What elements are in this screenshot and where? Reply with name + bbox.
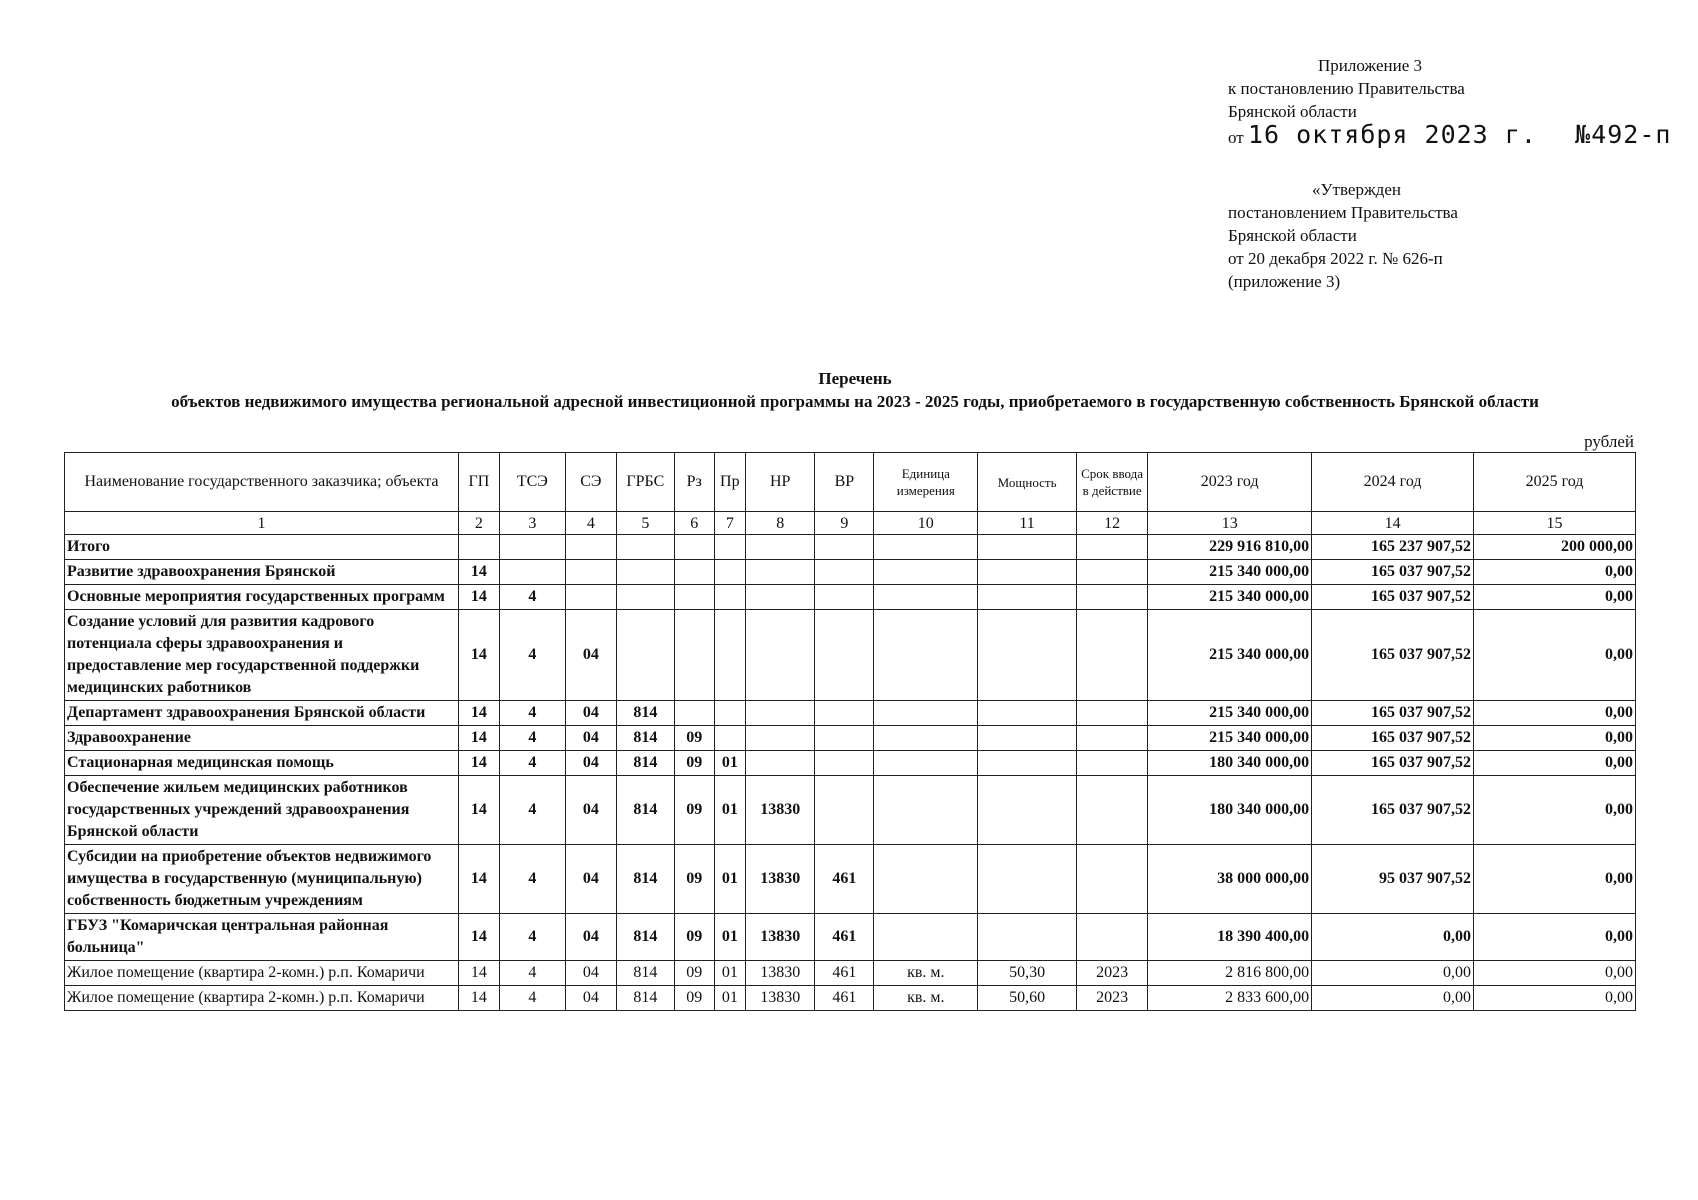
rz-cell (674, 560, 714, 585)
vr-cell (815, 610, 874, 701)
column-number-cell: 8 (746, 512, 815, 535)
gp-cell: 14 (459, 560, 500, 585)
nr-cell: 13830 (746, 776, 815, 845)
table-row (65, 986, 1636, 1011)
header-cell: 2024 год (1312, 453, 1474, 512)
capacity-cell (978, 726, 1077, 751)
name-cell: Стационарная медицинская помощь (65, 751, 459, 776)
name-cell: Субсидии на приобретение объектов недвижимого имущества в государственную (муниципальную) собственность бюджетным учреждениям (65, 845, 459, 914)
amount-2025-cell: 0,00 (1474, 585, 1636, 610)
tse-cell (499, 560, 565, 585)
name-cell: Обеспечение жильем медицинских работников государственных учреждений здравоохранения Брянской области (65, 776, 459, 845)
amount-2025-cell: 0,00 (1474, 986, 1636, 1011)
commission-year-cell (1076, 535, 1147, 560)
rz-cell: 09 (674, 961, 714, 986)
vr-cell: 461 (815, 986, 874, 1011)
pr-cell: 01 (714, 914, 746, 961)
commission-year-cell (1076, 701, 1147, 726)
amount-2024-cell: 165 037 907,52 (1312, 585, 1474, 610)
table-row (65, 585, 1636, 610)
pr-cell: 01 (714, 986, 746, 1011)
header-cell: ГРБС (616, 453, 674, 512)
name-cell: Жилое помещение (квартира 2-комн.) р.п. Комаричи (65, 986, 459, 1011)
unit-cell (874, 535, 978, 560)
se-cell (565, 535, 616, 560)
grbs-cell (616, 535, 674, 560)
commission-year-cell: 2023 (1076, 986, 1147, 1011)
se-cell (565, 585, 616, 610)
unit-cell (874, 585, 978, 610)
se-cell (565, 560, 616, 585)
amount-2025-cell: 0,00 (1474, 914, 1636, 961)
column-number-cell: 2 (459, 512, 500, 535)
grbs-cell (616, 585, 674, 610)
table-row (65, 776, 1636, 845)
capacity-cell: 50,30 (978, 961, 1077, 986)
amount-2025-cell: 0,00 (1474, 751, 1636, 776)
header-cell: ГП (459, 453, 500, 512)
amount-2024-cell: 165 037 907,52 (1312, 610, 1474, 701)
tse-cell: 4 (499, 845, 565, 914)
gp-cell: 14 (459, 585, 500, 610)
amount-2024-cell: 0,00 (1312, 961, 1474, 986)
column-number-cell: 1 (65, 512, 459, 535)
nr-cell (746, 701, 815, 726)
nr-cell (746, 726, 815, 751)
column-number-cell: 6 (674, 512, 714, 535)
commission-year-cell (1076, 726, 1147, 751)
amount-2023-cell: 2 816 800,00 (1148, 961, 1312, 986)
pr-cell (714, 585, 746, 610)
table-row (65, 726, 1636, 751)
amount-2025-cell: 0,00 (1474, 726, 1636, 751)
gp-cell: 14 (459, 751, 500, 776)
capacity-cell (978, 751, 1077, 776)
unit-cell (874, 726, 978, 751)
capacity-cell (978, 610, 1077, 701)
gp-cell: 14 (459, 776, 500, 845)
rz-cell (674, 585, 714, 610)
nr-cell: 13830 (746, 986, 815, 1011)
header-cell: Мощность (978, 453, 1077, 512)
commission-year-cell (1076, 560, 1147, 585)
name-cell: ГБУЗ "Комаричская центральная районная больница" (65, 914, 459, 961)
column-number-row (65, 512, 1636, 535)
vr-cell: 461 (815, 961, 874, 986)
pr-cell (714, 610, 746, 701)
capacity-cell (978, 776, 1077, 845)
unit-cell (874, 701, 978, 726)
capacity-cell (978, 535, 1077, 560)
vr-cell (815, 585, 874, 610)
capacity-cell (978, 845, 1077, 914)
column-number-cell: 11 (978, 512, 1077, 535)
commission-year-cell (1076, 776, 1147, 845)
table-row (65, 914, 1636, 961)
se-cell: 04 (565, 776, 616, 845)
amount-2024-cell: 165 037 907,52 (1312, 701, 1474, 726)
appendix-title: Приложение 3 (1318, 56, 1422, 75)
se-cell: 04 (565, 610, 616, 701)
amount-2025-cell: 0,00 (1474, 776, 1636, 845)
unit-cell (874, 560, 978, 585)
header-cell: Пр (714, 453, 746, 512)
amount-2025-cell: 200 000,00 (1474, 535, 1636, 560)
commission-year-cell: 2023 (1076, 961, 1147, 986)
header-cell: ТСЭ (499, 453, 565, 512)
amount-2023-cell: 180 340 000,00 (1148, 776, 1312, 845)
name-cell: Итого (65, 535, 459, 560)
amount-2023-cell: 18 390 400,00 (1148, 914, 1312, 961)
pr-cell: 01 (714, 751, 746, 776)
header-cell: 2025 год (1474, 453, 1636, 512)
capacity-cell (978, 560, 1077, 585)
approved-block (1228, 178, 1458, 293)
pr-cell: 01 (714, 776, 746, 845)
amount-2025-cell: 0,00 (1474, 961, 1636, 986)
column-number-cell: 15 (1474, 512, 1636, 535)
header-cell: НР (746, 453, 815, 512)
vr-cell: 461 (815, 914, 874, 961)
approved-title: «Утвержден (1312, 180, 1401, 199)
gp-cell: 14 (459, 726, 500, 751)
column-number-cell: 4 (565, 512, 616, 535)
gp-cell: 14 (459, 610, 500, 701)
vr-cell (815, 701, 874, 726)
vr-cell (815, 726, 874, 751)
nr-cell (746, 560, 815, 585)
amount-2024-cell: 95 037 907,52 (1312, 845, 1474, 914)
amount-2025-cell: 0,00 (1474, 701, 1636, 726)
tse-cell: 4 (499, 961, 565, 986)
name-cell: Жилое помещение (квартира 2-комн.) р.п. Комаричи (65, 961, 459, 986)
table-row (65, 701, 1636, 726)
grbs-cell (616, 610, 674, 701)
table-row (65, 610, 1636, 701)
column-number-cell: 10 (874, 512, 978, 535)
tse-cell: 4 (499, 701, 565, 726)
rz-cell: 09 (674, 776, 714, 845)
rz-cell: 09 (674, 986, 714, 1011)
name-cell: Департамент здравоохранения Брянской области (65, 701, 459, 726)
appendix-block (1228, 54, 1671, 149)
tse-cell: 4 (499, 751, 565, 776)
gp-cell: 14 (459, 845, 500, 914)
se-cell: 04 (565, 726, 616, 751)
approved-line: постановлением Правительства (1228, 203, 1458, 222)
capacity-cell (978, 701, 1077, 726)
rz-cell: 09 (674, 726, 714, 751)
table-row (65, 845, 1636, 914)
amount-2025-cell: 0,00 (1474, 560, 1636, 585)
column-number-cell: 12 (1076, 512, 1147, 535)
column-number-cell: 5 (616, 512, 674, 535)
commission-year-cell (1076, 751, 1147, 776)
se-cell: 04 (565, 914, 616, 961)
unit-cell (874, 845, 978, 914)
table-row (65, 535, 1636, 560)
nr-cell (746, 585, 815, 610)
vr-cell (815, 535, 874, 560)
column-number-cell: 14 (1312, 512, 1474, 535)
tse-cell: 4 (499, 914, 565, 961)
tse-cell: 4 (499, 986, 565, 1011)
amount-2024-cell: 165 237 907,52 (1312, 535, 1474, 560)
nr-cell: 13830 (746, 914, 815, 961)
vr-cell: 461 (815, 845, 874, 914)
rz-cell: 09 (674, 914, 714, 961)
header-cell: Наименование государственного заказчика; объекта (65, 453, 459, 512)
amount-2023-cell: 2 833 600,00 (1148, 986, 1312, 1011)
pr-cell: 01 (714, 845, 746, 914)
grbs-cell: 814 (616, 914, 674, 961)
amount-2024-cell: 0,00 (1312, 986, 1474, 1011)
column-number-cell: 7 (714, 512, 746, 535)
name-cell: Здравоохранение (65, 726, 459, 751)
document-subtitle: объектов недвижимого имущества региональной адресной инвестиционной программы на 2023 - 2025 годы, приобретаемого в государственную собственность Брянской области (171, 392, 1539, 411)
column-number-cell: 13 (1148, 512, 1312, 535)
amount-2025-cell: 0,00 (1474, 610, 1636, 701)
handwritten-number: №492-п (1575, 120, 1672, 149)
capacity-cell (978, 914, 1077, 961)
name-cell: Основные мероприятия государственных программ (65, 585, 459, 610)
rz-cell: 09 (674, 845, 714, 914)
gp-cell: 14 (459, 986, 500, 1011)
nr-cell (746, 535, 815, 560)
amount-2023-cell: 215 340 000,00 (1148, 585, 1312, 610)
vr-cell (815, 560, 874, 585)
amount-2023-cell: 215 340 000,00 (1148, 610, 1312, 701)
appendix-line: Брянской области (1228, 102, 1357, 121)
grbs-cell: 814 (616, 845, 674, 914)
grbs-cell: 814 (616, 961, 674, 986)
rz-cell: 09 (674, 751, 714, 776)
se-cell: 04 (565, 961, 616, 986)
unit-cell (874, 751, 978, 776)
se-cell: 04 (565, 845, 616, 914)
se-cell: 04 (565, 751, 616, 776)
approved-line: от 20 декабря 2022 г. № 626-п (1228, 249, 1443, 268)
vr-cell (815, 751, 874, 776)
gp-cell (459, 535, 500, 560)
unit-cell (874, 914, 978, 961)
currency-units: рублей (1584, 432, 1634, 451)
pr-cell (714, 701, 746, 726)
commission-year-cell (1076, 610, 1147, 701)
unit-cell: кв. м. (874, 986, 978, 1011)
header-cell: Единица измерения (874, 453, 978, 512)
grbs-cell: 814 (616, 776, 674, 845)
appendix-date-line (1228, 120, 1672, 149)
capacity-cell: 50,60 (978, 986, 1077, 1011)
document-title: Перечень (818, 369, 892, 388)
appendix-line: к постановлению Правительства (1228, 79, 1465, 98)
pr-cell (714, 726, 746, 751)
amount-2025-cell: 0,00 (1474, 845, 1636, 914)
amount-2024-cell: 165 037 907,52 (1312, 560, 1474, 585)
pr-cell (714, 535, 746, 560)
amount-2023-cell: 229 916 810,00 (1148, 535, 1312, 560)
amount-2024-cell: 165 037 907,52 (1312, 751, 1474, 776)
gp-cell: 14 (459, 701, 500, 726)
amount-2023-cell: 215 340 000,00 (1148, 701, 1312, 726)
se-cell: 04 (565, 986, 616, 1011)
rz-cell (674, 535, 714, 560)
amount-2023-cell: 180 340 000,00 (1148, 751, 1312, 776)
grbs-cell: 814 (616, 701, 674, 726)
pr-cell (714, 560, 746, 585)
gp-cell: 14 (459, 961, 500, 986)
amount-2024-cell: 165 037 907,52 (1312, 776, 1474, 845)
amount-2023-cell: 215 340 000,00 (1148, 560, 1312, 585)
name-cell: Развитие здравоохранения Брянской (65, 560, 459, 585)
nr-cell (746, 610, 815, 701)
table-row (65, 560, 1636, 585)
unit-cell: кв. м. (874, 961, 978, 986)
unit-cell (874, 610, 978, 701)
commission-year-cell (1076, 914, 1147, 961)
amount-2024-cell: 165 037 907,52 (1312, 726, 1474, 751)
gp-cell: 14 (459, 914, 500, 961)
rz-cell (674, 610, 714, 701)
commission-year-cell (1076, 845, 1147, 914)
tse-cell (499, 535, 565, 560)
amount-2023-cell: 215 340 000,00 (1148, 726, 1312, 751)
capacity-cell (978, 585, 1077, 610)
amount-2024-cell: 0,00 (1312, 914, 1474, 961)
table-row (65, 751, 1636, 776)
column-number-cell: 9 (815, 512, 874, 535)
approved-line: (приложение 3) (1228, 272, 1341, 291)
grbs-cell: 814 (616, 751, 674, 776)
tse-cell: 4 (499, 726, 565, 751)
vr-cell (815, 776, 874, 845)
header-cell: Рз (674, 453, 714, 512)
tse-cell: 4 (499, 610, 565, 701)
se-cell: 04 (565, 701, 616, 726)
pr-cell: 01 (714, 961, 746, 986)
nr-cell (746, 751, 815, 776)
grbs-cell: 814 (616, 986, 674, 1011)
header-cell: Срок ввода в действие (1076, 453, 1147, 512)
rz-cell (674, 701, 714, 726)
investment-table (64, 452, 1636, 1011)
approved-line: Брянской области (1228, 226, 1357, 245)
grbs-cell (616, 560, 674, 585)
nr-cell: 13830 (746, 961, 815, 986)
nr-cell: 13830 (746, 845, 815, 914)
amount-2023-cell: 38 000 000,00 (1148, 845, 1312, 914)
tse-cell: 4 (499, 776, 565, 845)
handwritten-date: 16 октября 2023 г. (1247, 120, 1537, 149)
commission-year-cell (1076, 585, 1147, 610)
header-cell: СЭ (565, 453, 616, 512)
column-number-cell: 3 (499, 512, 565, 535)
unit-cell (874, 776, 978, 845)
tse-cell: 4 (499, 585, 565, 610)
header-row (65, 453, 1636, 512)
date-prefix: от (1228, 128, 1244, 147)
header-cell: 2023 год (1148, 453, 1312, 512)
header-cell: ВР (815, 453, 874, 512)
grbs-cell: 814 (616, 726, 674, 751)
table-row (65, 961, 1636, 986)
name-cell: Создание условий для развития кадрового потенциала сферы здравоохранения и предоставление мер государственной поддержки медицинских работников (65, 610, 459, 701)
